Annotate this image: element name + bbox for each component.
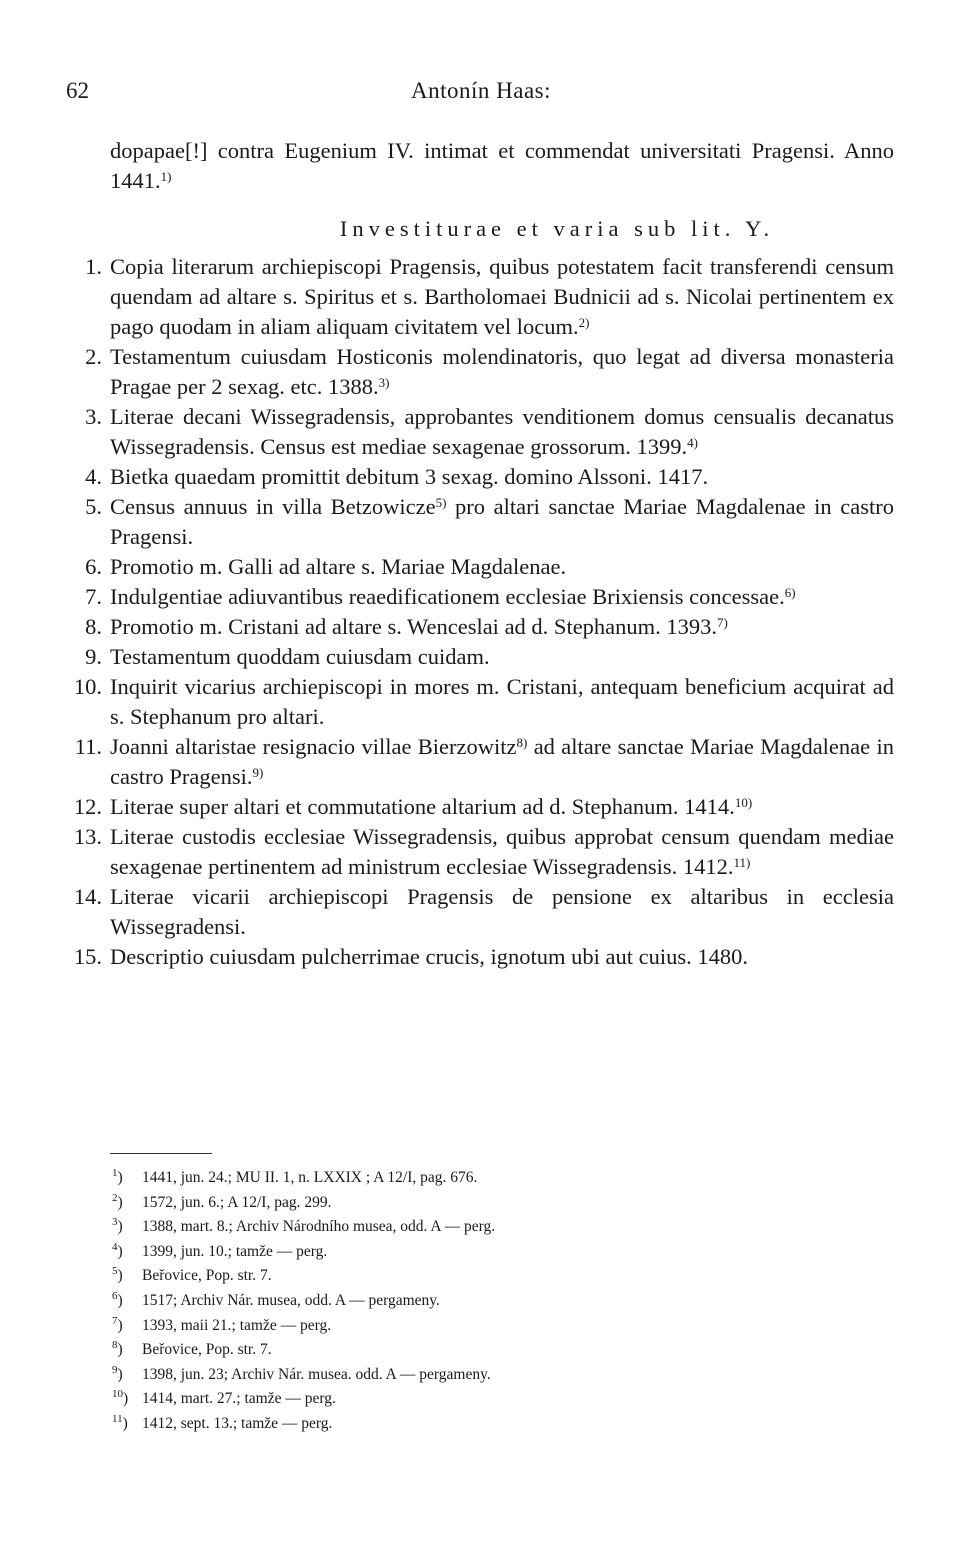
list-item — [85, 582, 894, 612]
footnote-number: $^4$) — [112, 1240, 123, 1260]
list-item — [73, 822, 894, 882]
footnote — [112, 1412, 812, 1437]
footnote-number: $^8$) — [112, 1339, 123, 1359]
footnote — [112, 1289, 812, 1314]
item-text: Copia literarum archiepiscopi Pragensis, quibus potestatem facit transferendi censum quendam ad altare s. Spiritus et s. Bartholomaei Budnicii ad s. Nicolai pertinentem ex pago quodam in aliam aliquam civitatem vel locum. — [110, 254, 894, 339]
footnote — [112, 1166, 812, 1191]
item-text: Bietka quaedam promittit debitum 3 sexag. domino Alssoni. 1417. — [110, 464, 709, 489]
footnote-text: 1572, jun. 6.; A 12/I, pag. 299. — [142, 1193, 332, 1211]
footnotes — [112, 1166, 812, 1437]
footnote-ref[interactable]: 7) — [717, 615, 728, 630]
item-number: 9. — [85, 644, 102, 669]
list-item — [85, 342, 894, 402]
item-text: Census annuus in villa Betzowicze — [110, 494, 436, 519]
list-item — [73, 672, 894, 732]
item-number: 7. — [85, 584, 102, 609]
footnote-ref[interactable]: 9) — [252, 765, 264, 780]
footnote — [112, 1240, 812, 1265]
item-text: Promotio m. Cristani ad altare s. Wenceslai ad d. Stephanum. 1393. — [110, 614, 718, 639]
footnote-ref[interactable]: 3) — [378, 375, 390, 390]
footnote — [112, 1215, 812, 1240]
item-number: 6. — [85, 554, 102, 579]
page-number: 62 — [66, 78, 89, 103]
item-number: 13. — [73, 824, 102, 849]
item-number: 14. — [73, 884, 102, 909]
footnote-ref[interactable]: 10) — [734, 795, 753, 810]
item-text-tail: pro altari sanctae Mariae Magdalenae in castro Pragensi. — [110, 494, 894, 549]
item-text: Literae custodis ecclesiae Wissegradensis, quibus approbat censum quendam mediae sexagenae pertinentem ad ministrum ecclesiae Wissegradensis. 1412. — [110, 824, 894, 879]
item-number: 12. — [73, 794, 102, 819]
item-text: Indulgentiae adiuvantibus reaedificationem ecclesiae Brixiensis concessae. — [110, 584, 785, 609]
footnote-ref[interactable]: 2) — [578, 315, 590, 330]
item-number: 4. — [85, 464, 102, 489]
item-number: 11. — [74, 734, 102, 759]
footnote-text: Beřovice, Pop. str. 7. — [142, 1341, 272, 1359]
footnote — [112, 1314, 812, 1339]
footnote-divider — [110, 1153, 212, 1154]
footnote-ref[interactable]: 1) — [160, 169, 172, 184]
footnote-text: Beřovice, Pop. str. 7. — [142, 1267, 272, 1285]
footnote-ref[interactable]: 5) — [435, 495, 447, 510]
footnote — [112, 1191, 812, 1216]
footnote-ref[interactable]: 4) — [687, 435, 698, 450]
item-number: 8. — [85, 614, 102, 639]
list-item — [73, 942, 894, 972]
footnote-ref[interactable]: 8) — [516, 735, 528, 750]
item-text-tail: ad altare sanctae Mariae Magdalenae in castro Pragensi. — [110, 734, 894, 789]
footnote — [112, 1363, 812, 1388]
item-text: Joanni altaristae resignacio villae Bierzowitz — [110, 734, 517, 759]
item-text: Inquirit vicarius archiepiscopi in mores m. Cristani, antequam beneficium acquirat ad s. Stephanum pro altari. — [110, 674, 894, 729]
item-text: Literae decani Wissegradensis, approbantes venditionem domus censualis decanatus Wissegradensis. Census est mediae sexagenae grossorum. 1399. — [110, 404, 894, 459]
list-item — [85, 492, 894, 552]
footnote-number: $^6$) — [112, 1289, 123, 1309]
main-text — [73, 136, 894, 972]
footnote-text: 1393, maii 21.; tamže — perg. — [142, 1316, 332, 1334]
item-number: 5. — [85, 494, 102, 519]
intro-text: dopapae[!] contra Eugenium IV. intimat et commendat universitati Pragensi. Anno 1441. — [110, 138, 894, 193]
list-item — [74, 732, 894, 792]
footnote-number: $^7$) — [112, 1314, 123, 1334]
footnote-text: 1399, jun. 10.; tamže — perg. — [142, 1242, 328, 1260]
list-item — [85, 552, 894, 582]
page-header — [66, 78, 896, 108]
footnote-ref[interactable]: 6) — [784, 585, 796, 600]
item-text: Promotio m. Galli ad altare s. Mariae Magdalenae. — [110, 554, 567, 579]
footnote — [112, 1387, 812, 1412]
item-text: Testamentum cuiusdam Hosticonis molendinatoris, quo legat ad diversa monasteria Pragae per 2 sexag. etc. 1388. — [110, 344, 894, 399]
footnote-number: $^3$) — [112, 1216, 123, 1236]
item-list — [73, 252, 894, 972]
list-item — [85, 252, 894, 342]
list-item — [73, 882, 894, 942]
footnote-number: $^{11}$) — [112, 1412, 128, 1432]
footnote-text: 1412, sept. 13.; tamže — perg. — [142, 1414, 333, 1432]
footnote-number: $^1$) — [112, 1167, 123, 1186]
list-item — [85, 642, 894, 672]
footnote-text: 1388, mart. 8.; Archiv Národního musea, odd. A — perg. — [142, 1218, 496, 1236]
footnote-number: $^9$) — [112, 1363, 123, 1383]
footnote — [112, 1338, 812, 1363]
footnote — [112, 1264, 812, 1289]
item-text: Testamentum quoddam cuiusdam cuidam. — [110, 644, 490, 669]
item-text: Descriptio cuiusdam pulcherrimae crucis, ignotum ubi aut cuius. 1480. — [110, 944, 748, 969]
footnote-text: 1517; Archiv Nár. musea, odd. A — pergameny. — [142, 1291, 440, 1309]
item-text: Literae vicarii archiepiscopi Pragensis de pensione ex altaribus in ecclesia Wissegradensi. — [110, 884, 894, 939]
list-item — [85, 402, 894, 462]
list-item — [73, 792, 894, 822]
item-number: 10. — [73, 674, 102, 699]
footnote-number: $^5$) — [112, 1265, 123, 1285]
list-item — [85, 462, 894, 492]
list-item — [85, 612, 894, 642]
item-number: 1. — [85, 254, 102, 279]
footnote-ref[interactable]: 11) — [733, 855, 751, 870]
item-number: 2. — [85, 344, 102, 369]
item-number: 15. — [73, 944, 102, 969]
footnote-text: 1398, jun. 23; Archiv Nár. musea. odd. A — pergameny. — [142, 1365, 491, 1383]
footnote-number: $^{10}$) — [112, 1388, 129, 1408]
section-title: Investiturae et varia sub lit. Y. — [339, 216, 775, 241]
running-title: Antonín Haas: — [410, 78, 551, 103]
intro-paragraph — [110, 136, 894, 196]
footnote-text: 1441, jun. 24.; MU II. 1, n. LXXIX ; A 12/I, pag. 676. — [142, 1169, 478, 1186]
item-text: Literae super altari et commutatione altarium ad d. Stephanum. 1414. — [110, 794, 735, 819]
item-number: 3. — [85, 404, 102, 429]
footnote-text: 1414, mart. 27.; tamže — perg. — [142, 1390, 336, 1408]
footnote-number: $^2$) — [112, 1191, 123, 1211]
